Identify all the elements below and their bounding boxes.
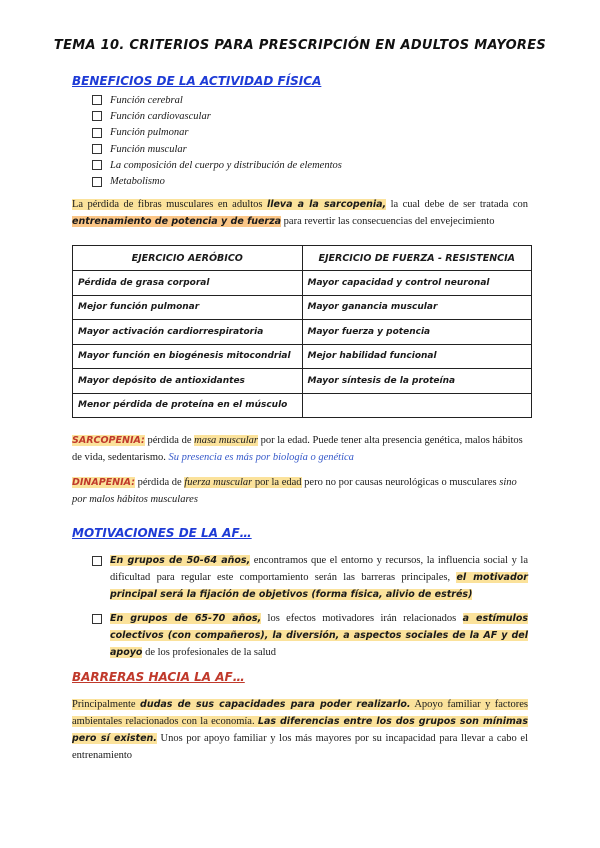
sarcopenia-paragraph: SARCOPENIA: pérdida de masa muscular por la edad. Puede tener alta presencia genética, malos hábitos de vida, sedentarismo. Su presencia es más por biología o genética (72, 435, 523, 463)
barreras-paragraph: Principalmente dudas de sus capacidades para poder realizarlo. Apoyo familiar y factores ambientales relacionados con la economía. Las diferencias entre los dos grupos son mínimas pero sí existen. Unos por apoyo familiar y los más mayores por su incapacidad para llevar a cabo el entrenamiento (72, 699, 529, 761)
table-row: Mayor depósito de antioxidantes Mayor síntesis de la proteína (73, 369, 532, 394)
checkbox-icon (92, 111, 102, 121)
list-item: Función pulmonar (92, 125, 342, 141)
motivaciones-heading: MOTIVACIONES DE LA AF… (72, 526, 252, 540)
checkbox-icon (92, 128, 102, 138)
highlight: lleva a la sarcopenia, (266, 199, 387, 210)
checkbox-icon (92, 144, 102, 154)
highlight: entrenamiento de potencia y de fuerza (72, 216, 282, 227)
list-item: Función muscular (92, 141, 342, 157)
list-item: En grupos de 65-70 años, los efectos motivadores irán relacionados a estímulos colectivos (con compañeros), la diversión, a aspectos sociales de la AF y del apoyo de los profesionales de la salud (92, 610, 528, 661)
checkbox-icon (92, 160, 102, 170)
page-title: TEMA 10. CRITERIOS PARA PRESCRIPCIÓN EN ADULTOS MAYORES (53, 38, 547, 53)
list-item: Función cardiovascular (92, 108, 342, 124)
table-row: Mayor función en biogénesis mitocondrial Mejor habilidad funcional (73, 344, 532, 369)
table-row: Mejor función pulmonar Mayor ganancia muscular (73, 295, 532, 320)
table-row: Pérdida de grasa corporal Mayor capacidad y control neuronal (73, 271, 532, 296)
beneficios-heading: BENEFICIOS DE LA ACTIVIDAD FÍSICA (72, 74, 322, 88)
intro-paragraph: La pérdida de fibras musculares en adultos lleva a la sarcopenia, la cual debe de ser tratada con entrenamiento de potencia y de fuerza para revertir las consecuencias del envejecimiento (72, 199, 529, 227)
checkbox-icon (92, 177, 102, 187)
list-item: La composición del cuerpo y distribución de elementos (92, 157, 342, 173)
term-sarcopenia: SARCOPENIA: (72, 435, 145, 446)
exercise-table (72, 245, 532, 418)
table-row: Menor pérdida de proteína en el músculo (73, 393, 532, 418)
checkbox-icon (92, 614, 102, 624)
table-header: EJERCICIO DE FUERZA - RESISTENCIA (302, 246, 532, 271)
list-item: En grupos de 50-64 años, encontramos que el entorno y recursos, la influencia social y la dificultad para regular este comportamiento serán las barreras principales, el motivador principal será la fijación de objetivos (forma física, alivio de estrés) (92, 552, 528, 603)
term-dinapenia: DINAPENIA: (72, 477, 135, 488)
list-item: Función cerebral (92, 92, 342, 108)
list-item: Metabolismo (92, 173, 342, 189)
dinapenia-paragraph: DINAPENIA: pérdida de fuerza muscular por la edad pero no por causas neurológicas o musculares sino por malos hábitos musculares (72, 477, 517, 505)
table-row: Mayor activación cardiorrespiratoria Mayor fuerza y potencia (73, 320, 532, 345)
beneficios-list (92, 92, 342, 190)
barreras-heading: BARRERAS HACIA LA AF… (72, 670, 245, 684)
checkbox-icon (92, 95, 102, 105)
checkbox-icon (92, 556, 102, 566)
table-header: EJERCICIO AERÓBICO (73, 246, 303, 271)
